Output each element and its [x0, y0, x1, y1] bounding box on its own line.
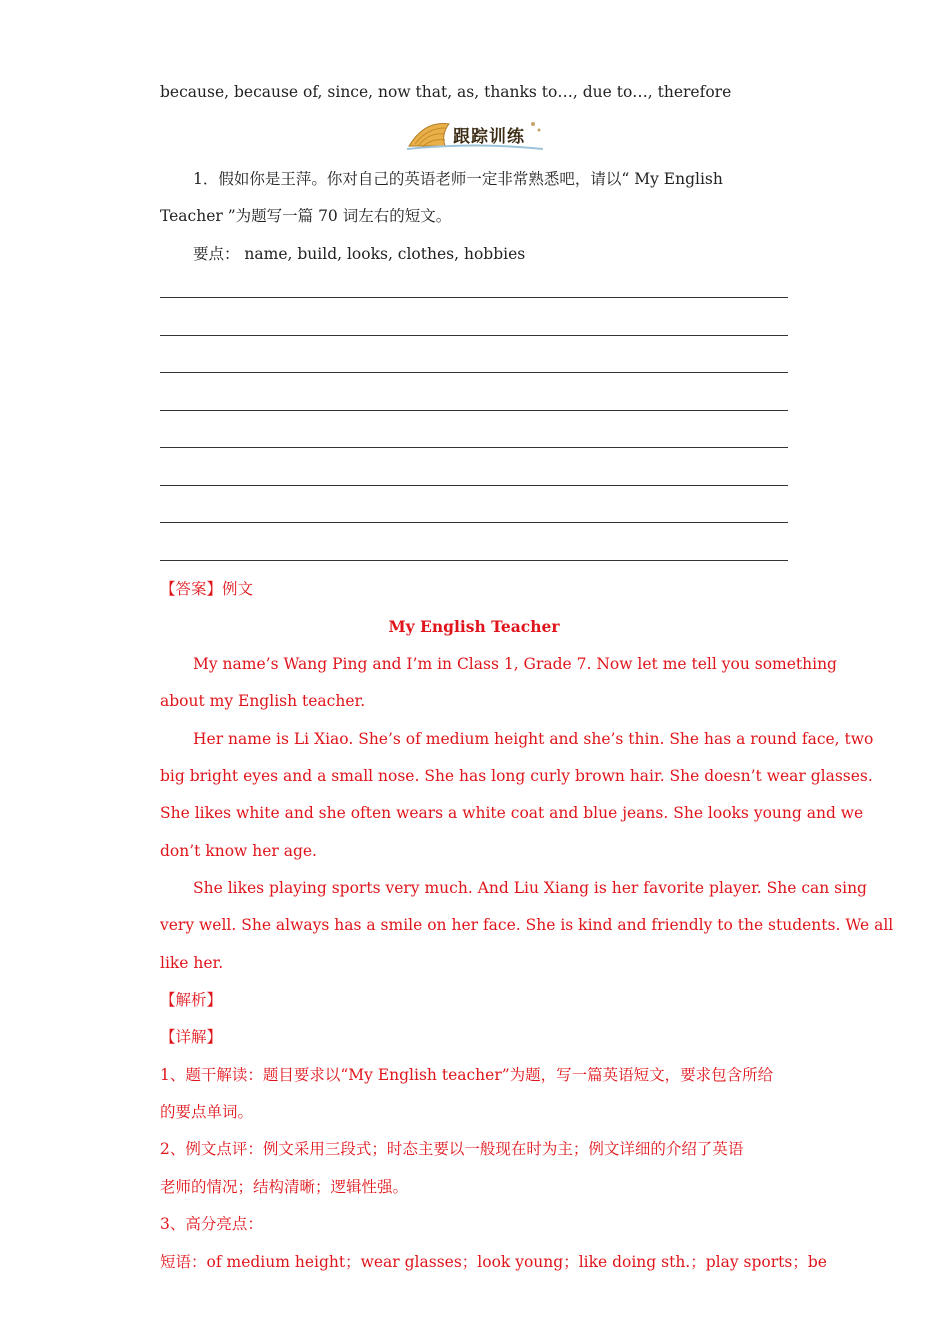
answer-title: My English Teacher — [388, 617, 560, 636]
question-points: 要点： name, build, looks, clothes, hobbies — [193, 245, 526, 263]
answer-p3-line: She likes playing sports very much. And Liu Xiang is her favorite player. She can sing — [193, 879, 867, 897]
analysis-item-1: 的要点单词。 — [160, 1103, 254, 1121]
answer-p2-line: She likes white and she often wears a white coat and blue jeans. She looks young and we — [160, 804, 864, 822]
writing-line — [160, 485, 788, 486]
analysis-item-4: 短语：of medium height；wear glasses；look young；like doing sth.；play sports；be — [160, 1253, 827, 1271]
answer-p2-line: big bright eyes and a small nose. She has long curly brown hair. She doesn’t wear glasses. — [160, 767, 873, 785]
writing-line — [160, 522, 788, 523]
analysis-item-2: 2、例文点评：例文采用三段式；时态主要以一般现在时为主；例文详细的介绍了英语 — [160, 1140, 744, 1158]
writing-line — [160, 372, 788, 373]
answer-p2-line: Her name is Li Xiao. She’s of medium height and she’s thin. She has a round face, two — [193, 730, 874, 748]
banner-title: 跟踪训练 — [453, 127, 525, 147]
writing-line — [160, 410, 788, 411]
answer-p2-line: don’t know her age. — [160, 842, 317, 860]
answer-p3-line: like her. — [160, 954, 224, 972]
answer-p1-line: My name’s Wang Ping and I’m in Class 1, Grade 7. Now let me tell you something — [193, 655, 837, 673]
writing-line — [160, 335, 788, 336]
analysis-item-2: 老师的情况；结构清晰；逻辑性强。 — [160, 1178, 409, 1196]
writing-line — [160, 560, 788, 561]
section-banner — [405, 116, 545, 154]
detail-label: 【详解】 — [160, 1028, 223, 1046]
question-line-2: Teacher ”为题写一篇 70 词左右的短文。 — [160, 207, 452, 225]
analysis-label: 【解析】 — [160, 991, 223, 1009]
writing-line — [160, 297, 788, 298]
analysis-item-3: 3、高分亮点： — [160, 1215, 263, 1233]
analysis-item-1: 1、题干解读：题目要求以“My English teacher”为题，写一篇英语短文，要求包含所给 — [160, 1066, 774, 1084]
writing-line — [160, 447, 788, 448]
question-line-1: 1．假如你是王萍。你对自己的英语老师一定非常熟悉吧，请以“ My English — [193, 170, 723, 188]
answer-p3-line: very well. She always has a smile on her face. She is kind and friendly to the students. We all — [160, 916, 894, 934]
answer-label: 【答案】例文 — [160, 580, 254, 598]
intro-line: because, because of, since, now that, as, thanks to…, due to…, therefore — [160, 83, 732, 101]
answer-p1-line: about my English teacher. — [160, 692, 366, 710]
